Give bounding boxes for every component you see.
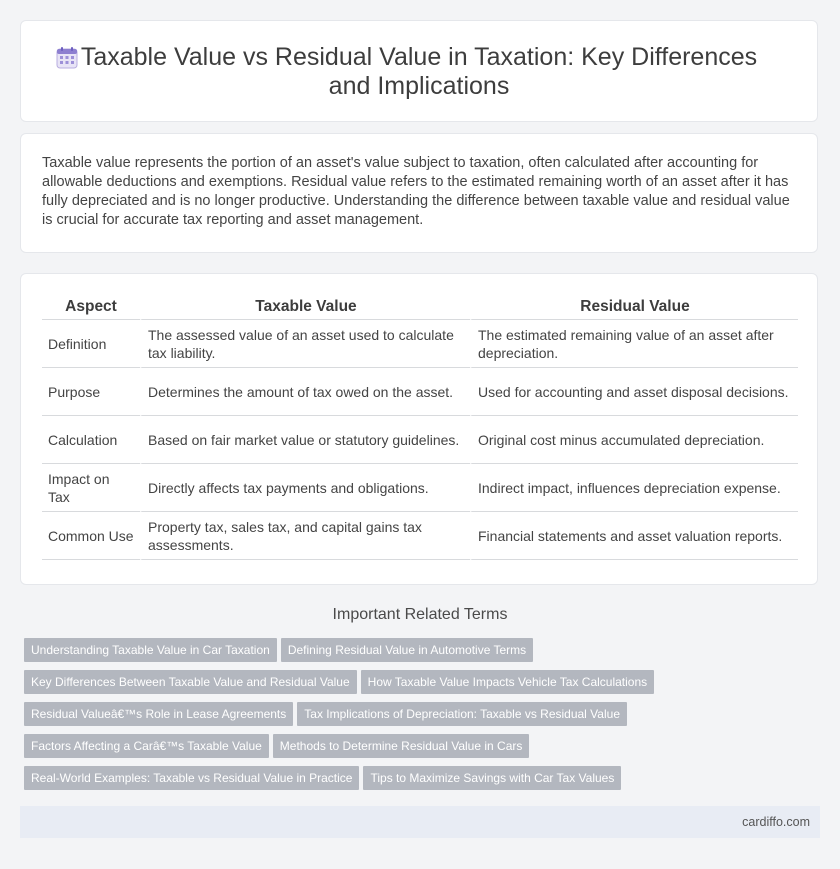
row-residual: Financial statements and asset valuation reports.: [470, 512, 798, 560]
header-residual-value: Residual Value: [470, 295, 798, 320]
row-aspect: Purpose: [42, 368, 140, 416]
page-title: Taxable Value vs Residual Value in Taxation: Key Differences and Implications: [80, 43, 758, 100]
related-term-link[interactable]: Key Differences Between Taxable Value and Residual Value: [24, 670, 357, 694]
header-aspect: Aspect: [42, 295, 140, 320]
table-row: [42, 368, 798, 416]
related-term-link[interactable]: How Taxable Value Impacts Vehicle Tax Calculations: [361, 670, 655, 694]
related-terms-list: [24, 638, 824, 798]
related-term-link[interactable]: Methods to Determine Residual Value in Cars: [273, 734, 530, 758]
table-header-row: [42, 295, 798, 320]
comparison-table: [42, 295, 798, 560]
related-term-link[interactable]: Understanding Taxable Value in Car Taxation: [24, 638, 277, 662]
footer: [20, 806, 820, 838]
header-taxable-value: Taxable Value: [140, 295, 470, 320]
row-aspect: Definition: [42, 320, 140, 368]
row-residual: Indirect impact, influences depreciation expense.: [470, 464, 798, 512]
related-term-link[interactable]: Defining Residual Value in Automotive Terms: [281, 638, 533, 662]
row-taxable: Determines the amount of tax owed on the asset.: [140, 368, 470, 416]
row-taxable: The assessed value of an asset used to calculate tax liability.: [140, 320, 470, 368]
row-residual: Used for accounting and asset disposal decisions.: [470, 368, 798, 416]
row-residual: Original cost minus accumulated depreciation.: [470, 416, 798, 464]
table-row: [42, 464, 798, 512]
footer-site-link[interactable]: cardiffo.com: [742, 815, 810, 829]
row-aspect: Calculation: [42, 416, 140, 464]
intro-card: [20, 133, 818, 253]
row-aspect: Impact on Tax: [42, 464, 140, 512]
comparison-card: [20, 273, 818, 585]
table-row: [42, 512, 798, 560]
header-card: [20, 20, 818, 122]
row-taxable: Based on fair market value or statutory guidelines.: [140, 416, 470, 464]
related-terms-heading: Important Related Terms: [332, 606, 508, 623]
related-term-link[interactable]: Residual Valueâ€™s Role in Lease Agreements: [24, 702, 293, 726]
row-residual: The estimated remaining value of an asset after depreciation.: [470, 320, 798, 368]
row-taxable: Property tax, sales tax, and capital gains tax assessments.: [140, 512, 470, 560]
row-aspect: Common Use: [42, 512, 140, 560]
related-term-link[interactable]: Factors Affecting a Carâ€™s Taxable Value: [24, 734, 269, 758]
row-taxable: Directly affects tax payments and obligations.: [140, 464, 470, 512]
table-row: [42, 416, 798, 464]
related-term-link[interactable]: Tips to Maximize Savings with Car Tax Values: [363, 766, 621, 790]
related-term-link[interactable]: Tax Implications of Depreciation: Taxable vs Residual Value: [297, 702, 627, 726]
table-row: [42, 320, 798, 368]
intro-paragraph: Taxable value represents the portion of an asset's value subject to taxation, often calculated after accounting for allowable deductions and exemptions. Residual value refers to the estimated remaining worth of an asset after it has fully depreciated and is no longer productive. Understanding the difference between taxable value and residual value is crucial for accurate tax reporting and asset management.: [42, 155, 790, 228]
related-term-link[interactable]: Real-World Examples: Taxable vs Residual Value in Practice: [24, 766, 359, 790]
